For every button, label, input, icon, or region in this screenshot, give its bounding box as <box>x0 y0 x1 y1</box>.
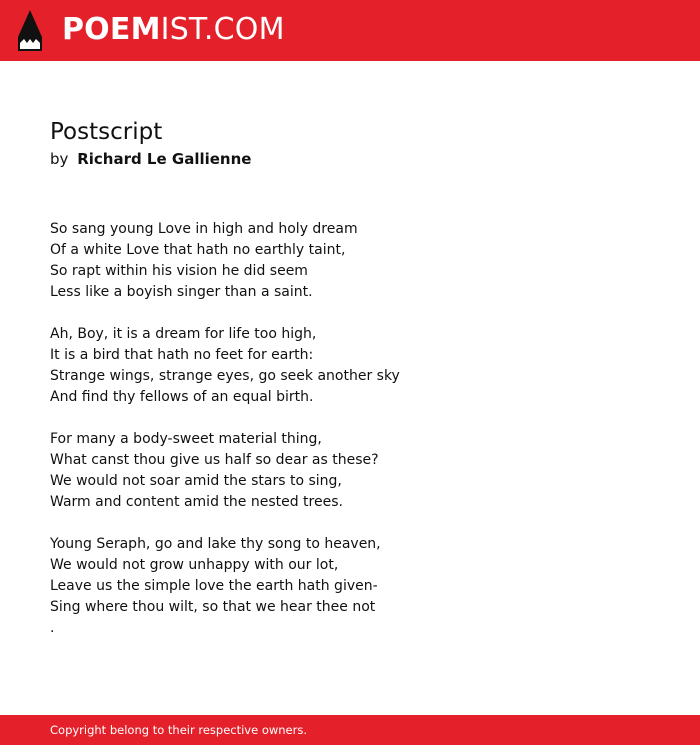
site-footer <box>0 715 700 745</box>
poem-title: Postscript <box>50 119 163 145</box>
poem-line: Less like a boyish singer than a saint. <box>50 284 313 300</box>
poem-byline <box>50 149 251 169</box>
poem-line: Sing where thou wilt, so that we hear thee not <box>50 599 376 615</box>
pencil-tip-icon[interactable] <box>18 10 42 51</box>
poem-line: Of a white Love that hath no earthly taint, <box>50 242 346 258</box>
by-label: by <box>50 150 69 168</box>
poem-line: We would not soar amid the stars to sing, <box>50 473 342 489</box>
poem-line: And find thy fellows of an equal birth. <box>50 389 314 405</box>
poem-line: We would not grow unhappy with our lot, <box>50 557 339 573</box>
poem-body <box>50 219 670 660</box>
poem-line: Leave us the simple love the earth hath given- <box>50 578 378 594</box>
brand-name-light: IST.COM <box>160 12 285 47</box>
site-header <box>0 0 700 61</box>
poem-line: So sang young Love in high and holy dream <box>50 221 358 237</box>
poem-stanza <box>50 219 670 303</box>
poem-line: Strange wings, strange eyes, go seek another sky <box>50 368 400 384</box>
poem-line: It is a bird that hath no feet for earth: <box>50 347 314 363</box>
poem-line: . <box>50 620 55 636</box>
poem-stanza <box>50 429 670 513</box>
copyright-text: Copyright belong to their respective owners. <box>50 723 308 737</box>
poem-line: Warm and content amid the nested trees. <box>50 494 343 510</box>
poem-line: Ah, Boy, it is a dream for life too high, <box>50 326 317 342</box>
poem-line: So rapt within his vision he did seem <box>50 263 308 279</box>
poem-stanza <box>50 324 670 408</box>
poem-stanza <box>50 534 670 639</box>
site-logo-link[interactable] <box>62 13 285 47</box>
poem-line: Young Seraph, go and lake thy song to heaven, <box>50 536 381 552</box>
brand-name-bold: POEM <box>62 12 161 47</box>
author-link[interactable]: Richard Le Gallienne <box>77 150 252 168</box>
poem-line: For many a body-sweet material thing, <box>50 431 322 447</box>
poem-line: What canst thou give us half so dear as these? <box>50 452 379 468</box>
